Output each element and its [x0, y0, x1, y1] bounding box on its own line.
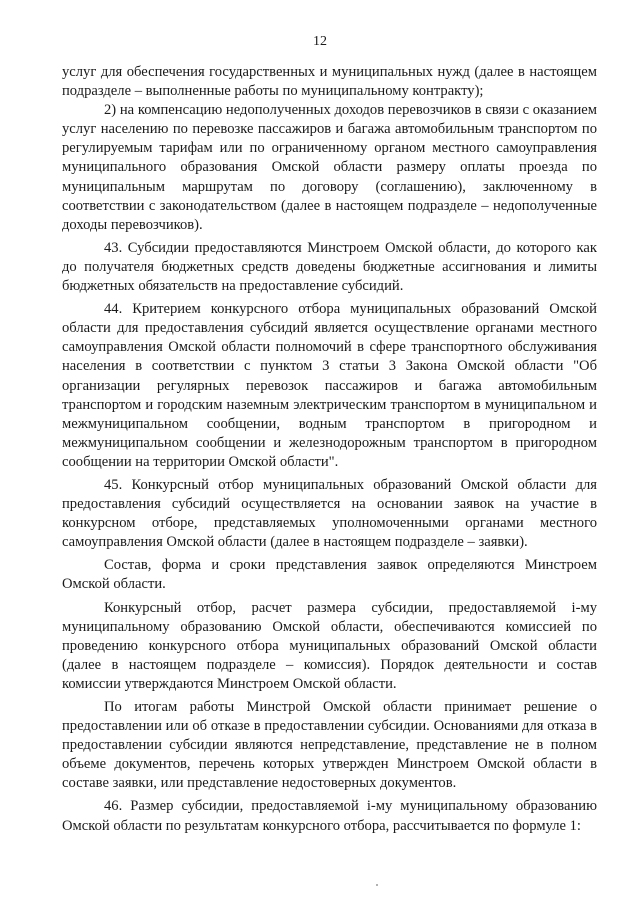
paragraph-decision: По итогам работы Минстрой Омской области принимает решение о предоставлении или об отказе в предоставлении субсидии. Основаниями для отказа в предоставлении субсидии являются непредставление, представление не в полном объеме документов, перечень которых утвержден Минстроем Омской области в составе заявки, или представление недостоверных документов. — [62, 699, 597, 792]
page-number: 12 — [313, 34, 327, 49]
paragraph-continuation: услуг для обеспечения государственных и муниципальных нужд (далее в настоящем подразделе – выполненные работы по муниципальному контракту); — [62, 64, 597, 100]
paragraph-44: 44. Критерием конкурсного отбора муниципальных образований Омской области для предоставления субсидий является осуществление органами местного самоуправления Омской области полномочий в сфере транспортного обслуживания населения в соответствии с пунктом 3 статьи 3 Закона Омской области "Об организации регулярных перевозок пассажиров и багажа автомобильным транспортом и городским наземным электрическим транспортом в муниципальном и межмуниципальном сообщении, водным транспортом в пригородном и межмуниципальном сообщении и железнодорожным транспортом в пригородном сообщении на территории Омской области". — [62, 301, 597, 470]
paragraph-46: 46. Размер субсидии, предоставляемой i-му муниципальному образованию Омской области по результатам конкурсного отбора, рассчитывается по формуле 1: — [62, 798, 597, 834]
document-body — [62, 63, 597, 836]
scan-speck — [376, 884, 378, 886]
paragraph-43: 43. Субсидии предоставляются Минстроем Омской области, до которого как до получателя бюджетных средств доведены бюджетные ассигнования и лимиты бюджетных обязательств на предоставление субсидий. — [62, 239, 597, 295]
paragraph-commission: Конкурсный отбор, расчет размера субсидии, предоставляемой i-му муниципальному образованию Омской области, обеспечиваются комиссией по проведению конкурсного отбора муниципальных образований Омской области (далее в настоящем подразделе – комиссия). Порядок деятельности и состав комиссии утверждаются Минстроем Омской области. — [62, 599, 597, 692]
paragraph-applications-form: Состав, форма и сроки представления заявок определяются Минстроем Омской области. — [62, 557, 597, 593]
paragraph-45: 45. Конкурсный отбор муниципальных образований Омской области для предоставления субсидий осуществляется на основании заявок на участие в конкурсном отборе, представляемых уполномоченными органами местного самоуправления Омской области (далее в настоящем подразделе – заявки). — [62, 476, 597, 551]
paragraph-item-2: 2) на компенсацию недополученных доходов перевозчиков в связи с оказанием услуг населению по перевозке пассажиров и багажа автомобильным транспортом по регулируемым тарифам или по ограниченному органом местного самоуправления муниципального образования Омской области размеру оплаты проезда по муниципальным маршрутам по договору (соглашению), заключенному в соответствии с законодательством (далее в настоящем подразделе – недополученные доходы перевозчиков). — [62, 102, 597, 233]
